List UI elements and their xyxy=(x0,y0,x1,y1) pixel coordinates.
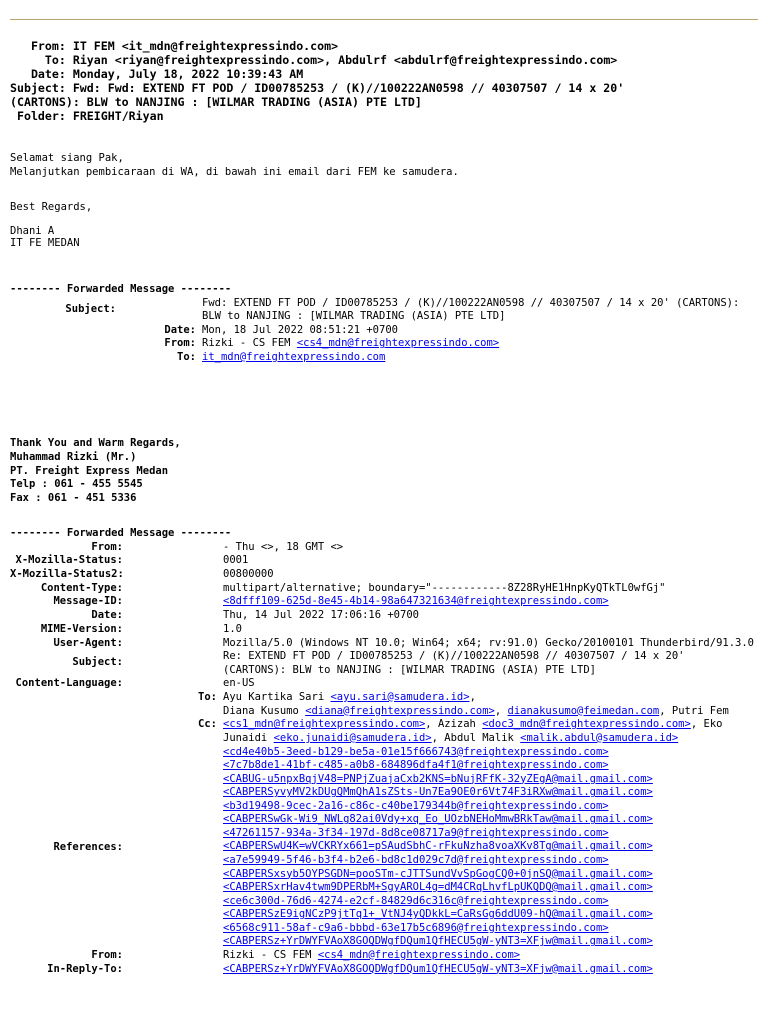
fwd1-date-value: Mon, 18 Jul 2022 08:51:21 +0700 xyxy=(202,323,398,336)
fwd1-from-name: Rizki - CS FEM xyxy=(202,337,291,350)
fwd2-date-label: Date: xyxy=(91,609,123,622)
forwarded-message-1 xyxy=(10,283,739,365)
intro-sender-name: Dhani A xyxy=(10,225,55,237)
reference-link[interactable]: <CABPERSxrHav4twm9DPERbM+SgyAROL4g=dM4CRqLhvfLpUKQDQ@mail.gmail.com> xyxy=(223,881,653,894)
fwd2-from2-name: Rizki - CS FEM xyxy=(223,948,312,961)
reference-link[interactable]: <a7e59949-5f46-b3f4-b2e6-bd8c1d029c7d@freightexpressindo.com> xyxy=(223,854,609,866)
fwd2-subject-label: Subject: xyxy=(72,656,123,669)
cc-email-link[interactable]: <cs1_mdn@freightexpressindo.com> xyxy=(223,718,426,731)
signature-company: PT. Freight Express Medan xyxy=(10,464,169,477)
fwd1-subject-label: Subject: xyxy=(65,302,116,315)
header-to-row xyxy=(10,53,624,67)
fwd2-xms2-label: X-Mozilla-Status2: xyxy=(10,568,124,581)
signature-fax: Fax : 061 - 451 5336 xyxy=(10,492,137,505)
fwd2-message-id-link[interactable]: <8dfff109-625d-8e45-4b14-98a647321634@freightexpressindo.com> xyxy=(223,595,609,608)
fwd1-to-email-link[interactable]: it_mdn@freightexpressindo.com xyxy=(202,351,386,364)
header-folder-row xyxy=(10,109,624,123)
fwd2-xms-value: 0001 xyxy=(223,554,249,567)
header-date-row xyxy=(10,67,624,81)
fwd2-xms-label: X-Mozilla-Status: xyxy=(15,554,123,567)
header-to-value: Riyan <riyan@freightexpressindo.com>, Abdulrf <abdulrf@freightexpressindo.com> xyxy=(72,53,618,67)
email-header xyxy=(10,25,624,137)
fwd1-separator: -------- Forwarded Message -------- xyxy=(10,283,232,295)
reference-link[interactable]: <b3d19498-9cec-2a16-c86c-c40be179344b@freightexpressindo.com> xyxy=(223,799,609,812)
header-folder-label: Folder: xyxy=(16,109,66,123)
signature-line: Thank You and Warm Regards, xyxy=(10,437,181,449)
fwd2-references xyxy=(10,746,754,949)
forwarded-message-2: -------- Forwarded Message -------- From: - Thu <>, 18 GMT <> X-Mozilla-Status: 0001 X-Mozilla-Status2: 00800000 Content-Type: multipart/alternative; boundary="------------8Z28RyHE1HnpKyQTkTL0wfGj" Message-ID: <8dfff109-625d-8e45-4b14-98a647321634@freightexpressindo.com> Date: Thu, 14 Jul 2022 17:06:16 +0700 MIME-Version: 1.0 User-Agent: Mozilla/5.0 (Windows NT 10.0; Win64; x64; rv:91.0) Gecko/20100101 Thunderbird/91.3.0 Subject: Re: EXTEND FT POD / ID00785253 / (K)//100222AN0598 // 40307507 / 14 x 20' (CARTONS): BLW to NANJING : [WILMAR TRADING (ASIA) PTE LTD] Content-Language: en-US To: Ayu Kartika Sari <ayu.sari@samudera.id>, Diana Kusumo <diana@freightexpressindo.com>, dianakusumo@feimedan.com, Putri Fem Cc: <cs1_mdn@freightexpressindo.com>, Azizah <doc3_mdn@freightexpressindo.com>, Eko Junaidi <eko.junaidi@samudera.id>, Abdul Malik <malik.abdul@samudera.id> References: <cd4e40b5-3eed-b129-be5a-01e15f666743@freightexpressindo.com> <7c7b8de1-41bf-c485-a0b8-684896dfa4f1@freightexpressindo.com> <CABUG-u5npxBqjV48=PNPjZuajaCxb2KNS=bNujRFfK-32yZEgA@mail.gmail.com> <CABPERSyvyMV2kDUgQMmQhA1sZSts-Un7Ea9OE0r6Vt74F3iRXw@mail.gmail.com> <b3d19498-9cec-2a16-c86c-c40be179344b@freightexpressindo.com> <CABPERSwGk-Wi9_NWLg82ai0Vdy+xq_Eo_UOzbNEHoMmwBRkTaw@mail.gmail.com> <47261157-934a-3f34-197d-8d8ce08717a9@freightexpressindo.com> <CABPERSwU4K=wVCKRYx661=pSAudSbhC-rFkuNzha8voaXKv8Tg@mail.gmail.com> <a7e59949-5f46-b3f4-b2e6-bd8c1d029c7d@freightexpressindo.com> <CABPERSxsyb5OYPSGDN=pooSTm-cJTTSundVvSpGogCQ0+0jnSQ@mail.gmail.com> <CABPERSxrHav4twm9DPERbM+SgyAROL4g=dM4CRqLhvfLpUKQDQ@mail.gmail.com> <ce6c300d-76d6-4274-e2cf-84829d6c316c@freightexpressindo.com> <CABPERSzE9igNCzP9jtTq1+_VtNJ4yQDkkL=CaRsGg6ddU09-hQ@mail.gmail.com> <6568c911-58af-c9a6-bbbd-63e17b5c6896@freightexpressindo.com> <CABPERSz+YrDWYFVAoX8GOQDWgfDQum1QfHECU5gW-yNT3=XFjw@mail.gmail.com> From: Rizki - CS FEM <cs4_mdn@freightexpressindo.com> In-Reply-To: <CABPERSz+YrDWYFVAoX8GOQDWgfDQum1QfHECU5gW-yNT3=XFjw@mail.gmail.com> xyxy=(10,527,755,975)
fwd1-subject: Fwd: EXTEND FT POD / ID00785253 / (K)//100222AN0598 // 40307507 / 14 x 20' (CARTONS): BLW to NANJING : [WILMAR TRADING (ASIA) PTE LTD] xyxy=(202,296,740,323)
cc-email-link[interactable]: <malik.abdul@samudera.id> xyxy=(520,731,679,744)
signature-block xyxy=(10,437,181,506)
fwd2-in-reply-to-link[interactable]: <CABPERSz+YrDWYFVAoX8GOQDWgfDQum1QfHECU5gW-yNT3=XFjw@mail.gmail.com> xyxy=(223,962,653,975)
signature-phone: Telp : 061 - 455 5545 xyxy=(10,478,143,491)
header-subject-row xyxy=(10,81,624,95)
fwd2-subject: Re: EXTEND FT POD / ID00785253 / (K)//100222AN0598 // 40307507 / 14 x 20' (CARTONS): BLW to NANJING : [WILMAR TRADING (ASIA) PTE LTD] xyxy=(223,650,685,676)
fwd2-mid-label: Message-ID: xyxy=(53,595,123,608)
fwd1-from-email-link[interactable]: <cs4_mdn@freightexpressindo.com> xyxy=(296,337,500,350)
fwd2-mime-value: 1.0 xyxy=(223,622,242,635)
to-email-link[interactable]: <diana@freightexpressindo.com> xyxy=(305,704,495,717)
reference-link[interactable]: <cd4e40b5-3eed-b129-be5a-01e15f666743@freightexpressindo.com> xyxy=(223,745,609,758)
intro-sender-title: IT FE MEDAN xyxy=(10,237,80,249)
header-date-label: Date: xyxy=(30,67,66,81)
fwd1-date-label: Date: xyxy=(164,323,196,336)
fwd2-date-value: Thu, 14 Jul 2022 17:06:16 +0700 xyxy=(223,609,419,622)
fwd2-separator: -------- Forwarded Message -------- xyxy=(10,527,232,539)
intro-regards: Best Regards, xyxy=(10,201,93,213)
reference-link[interactable]: <CABPERSwU4K=wVCKRYx661=pSAudSbhC-rFkuNzha8voaXKv8Tg@mail.gmail.com> xyxy=(223,840,653,853)
fwd2-cl-value: en-US xyxy=(223,677,255,690)
signature-name: Muhammad Rizki (Mr.) xyxy=(10,450,137,463)
fwd2-ct-value: multipart/alternative; boundary="------------8Z28RyHE1HnpKyQTkTL0wfGj" xyxy=(223,581,666,594)
header-from-label: From: xyxy=(30,39,66,53)
fwd2-to-label: To: xyxy=(198,690,217,703)
fwd1-to-label: To: xyxy=(177,351,196,364)
reference-link[interactable]: <CABUG-u5npxBqjV48=PNPjZuajaCxb2KNS=bNujRFfK-32yZEgA@mail.gmail.com> xyxy=(223,772,653,785)
header-date-value: Monday, July 18, 2022 10:39:43 AM xyxy=(72,67,304,81)
to-email-link[interactable]: <ayu.sari@samudera.id> xyxy=(330,690,470,703)
reference-link[interactable]: <CABPERSzE9igNCzP9jtTq1+_VtNJ4yQDkkL=CaRsGg6ddU09-hQ@mail.gmail.com> xyxy=(223,908,653,921)
header-subject-line2: (CARTONS): BLW to NANJING : [WILMAR TRADING (ASIA) PTE LTD] xyxy=(10,95,422,109)
fwd2-from2-email-link[interactable]: <cs4_mdn@freightexpressindo.com> xyxy=(317,948,521,961)
fwd1-from-label: From: xyxy=(164,337,196,350)
header-from-value: IT FEM <it_mdn@freightexpressindo.com> xyxy=(72,39,339,53)
reference-link[interactable]: <6568c911-58af-c9a6-bbbd-63e17b5c6896@freightexpressindo.com> xyxy=(223,921,609,934)
fwd2-to-list: Ayu Kartika Sari <ayu.sari@samudera.id>, xyxy=(223,690,476,703)
reference-link[interactable]: <ce6c300d-76d6-4274-e2cf-84829d6c316c@freightexpressindo.com> xyxy=(223,894,609,907)
header-from-row xyxy=(10,39,624,53)
reference-link[interactable]: <CABPERSwGk-Wi9_NWLg82ai0Vdy+xq_Eo_UOzbNEHoMmwBRkTaw@mail.gmail.com> xyxy=(223,813,653,826)
fwd2-ua-value: Mozilla/5.0 (Windows NT 10.0; Win64; x64; rv:91.0) Gecko/20100101 Thunderbird/91.3.0 xyxy=(223,636,755,649)
fwd2-cc-label: Cc: xyxy=(198,718,217,731)
fwd2-ct-label: Content-Type: xyxy=(40,581,123,594)
fwd2-ua-label: User-Agent: xyxy=(53,636,123,649)
fwd2-from-value: - Thu <>, 18 GMT <> xyxy=(223,540,344,553)
cc-email-link[interactable]: <eko.junaidi@samudera.id> xyxy=(273,731,432,744)
fwd2-from-label: From: xyxy=(91,540,123,553)
reference-link[interactable]: <7c7b8de1-41bf-c485-a0b8-684896dfa4f1@freightexpressindo.com> xyxy=(223,759,609,772)
top-divider xyxy=(10,19,758,20)
reference-link[interactable]: <CABPERSz+YrDWYFVAoX8GOQDWgfDQum1QfHECU5gW-yNT3=XFjw@mail.gmail.com> xyxy=(223,935,653,948)
references-list xyxy=(223,746,653,949)
fwd2-irt-label: In-Reply-To: xyxy=(47,962,123,975)
reference-link[interactable]: <CABPERSyvyMV2kDUgQMmQhA1sZSts-Un7Ea9OE0r6Vt74F3iRXw@mail.gmail.com> xyxy=(223,786,653,799)
fwd2-mime-label: MIME-Version: xyxy=(40,622,123,635)
header-subject-line1: Fwd: Fwd: EXTEND FT POD / ID00785253 / (K)//100222AN0598 // 40307507 / 14 x 20' xyxy=(72,81,625,95)
intro-greeting: Selamat siang Pak, xyxy=(10,152,124,164)
fwd2-refs-label: References: xyxy=(53,840,123,853)
fwd2-from2-label: From: xyxy=(91,948,123,961)
reference-link[interactable]: <47261157-934a-3f34-197d-8d8ce08717a9@freightexpressindo.com> xyxy=(223,826,609,839)
fwd2-xms2-value: 00800000 xyxy=(223,568,274,581)
fwd2-cl-label: Content-Language: xyxy=(15,677,123,690)
header-folder-value: FREIGHT/Riyan xyxy=(72,109,164,123)
intro-message: Melanjutkan pembicaraan di WA, di bawah ini email dari FEM ke samudera. xyxy=(10,166,459,178)
cc-email-link[interactable]: <doc3_mdn@freightexpressindo.com> xyxy=(482,718,691,731)
to-email-link[interactable]: dianakusumo@feimedan.com xyxy=(507,704,660,717)
reference-link[interactable]: <CABPERSxsyb5OYPSGDN=pooSTm-cJTTSundVvSpGogCQ0+0jnSQ@mail.gmail.com> xyxy=(223,867,653,880)
fwd2-cc-list: <cs1_mdn@freightexpressindo.com>, Azizah <doc3_mdn@freightexpressindo.com>, Eko xyxy=(223,718,723,731)
header-subject-label: Subject: xyxy=(10,81,66,95)
header-to-label: To: xyxy=(44,53,66,67)
